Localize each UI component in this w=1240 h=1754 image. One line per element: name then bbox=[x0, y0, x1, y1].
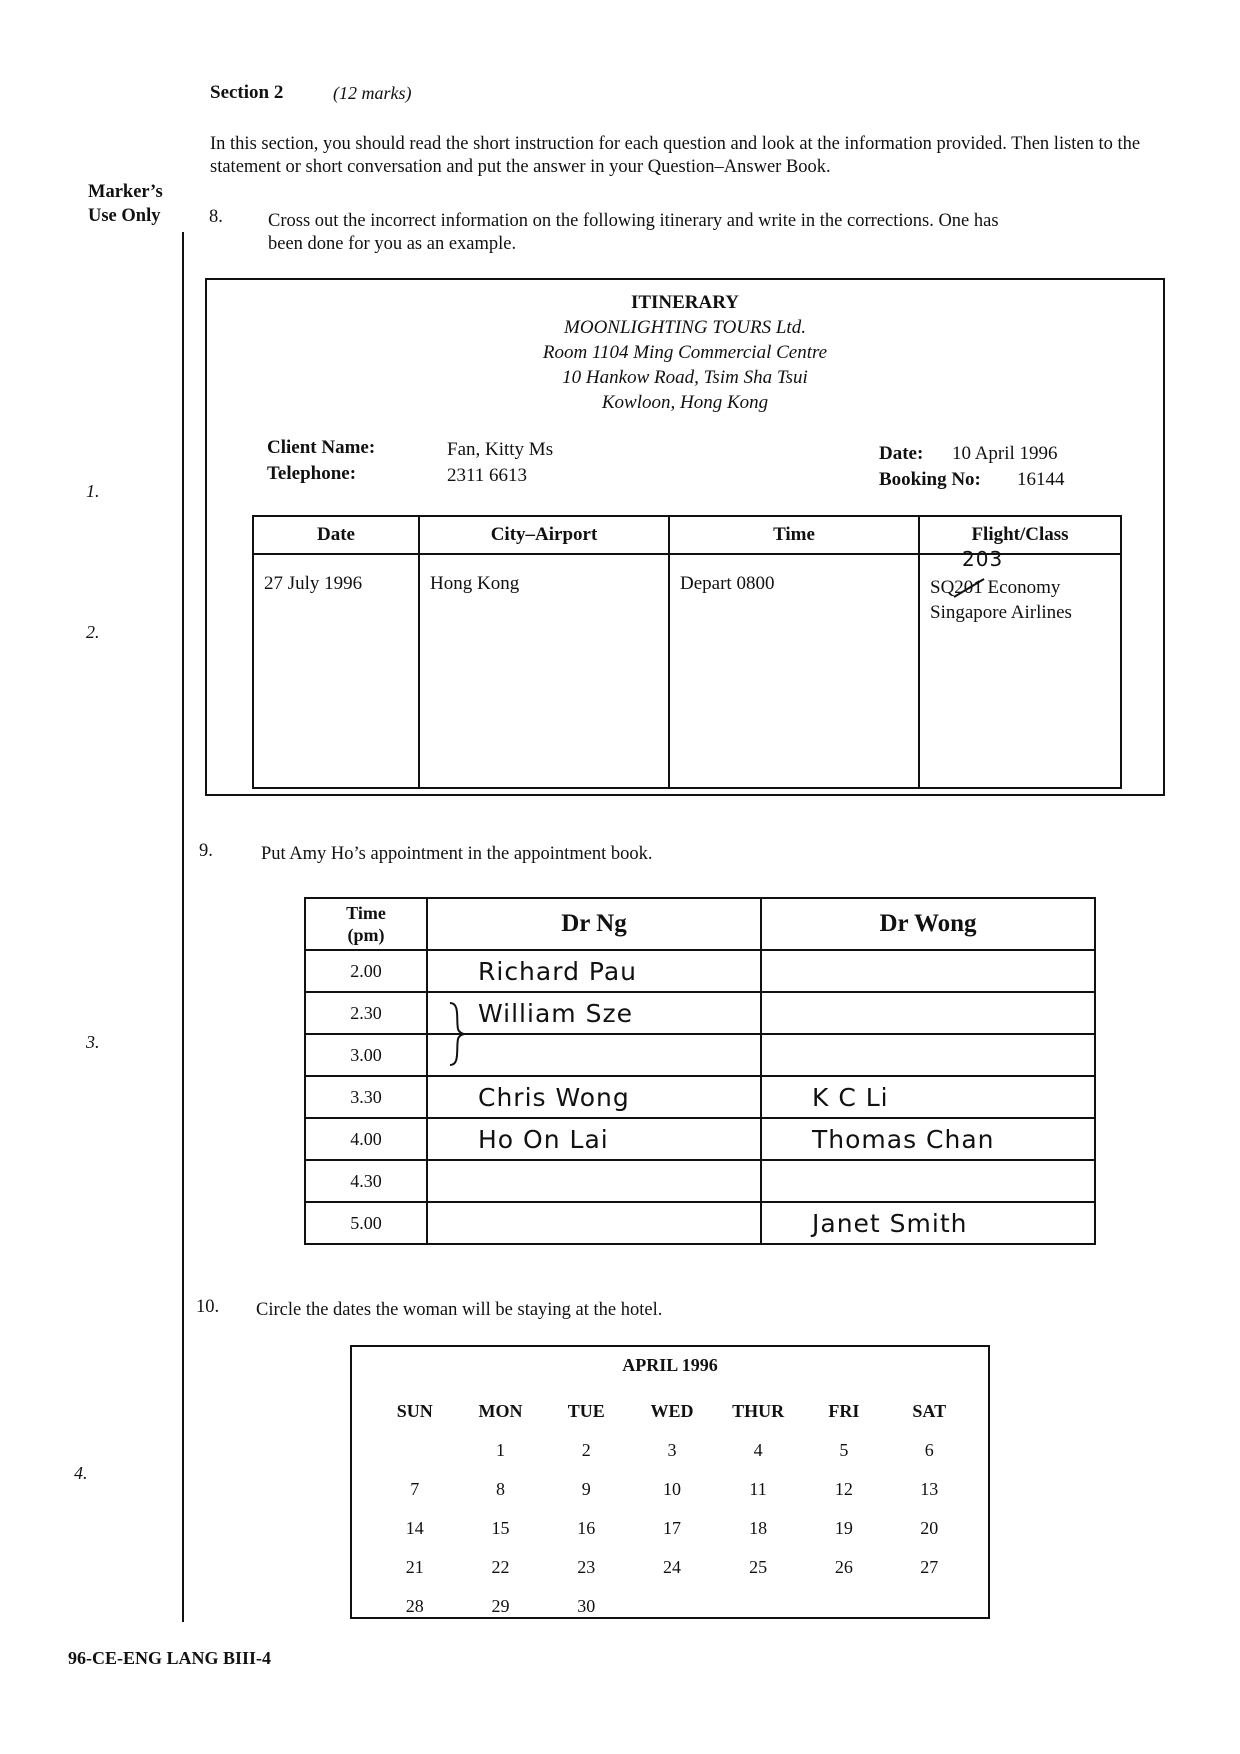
itinerary-row-date: 27 July 1996 bbox=[253, 554, 419, 788]
appointment-time: 3.30 bbox=[305, 1076, 427, 1118]
marker-use-only-label bbox=[88, 180, 163, 228]
calendar-box bbox=[350, 1345, 990, 1619]
appointment-time: 5.00 bbox=[305, 1202, 427, 1244]
itinerary-title: ITINERARY bbox=[630, 292, 740, 313]
appointment-dr-ng[interactable]: Ho On Lai bbox=[427, 1118, 761, 1160]
question-9-instruction: Put Amy Ho’s appointment in the appointment book. bbox=[261, 844, 653, 864]
itinerary-box bbox=[205, 278, 1165, 796]
appointment-row bbox=[305, 950, 1095, 992]
itinerary-row-city: Hong Kong bbox=[419, 554, 669, 788]
appointment-time: 2.00 bbox=[305, 950, 427, 992]
calendar-week-row bbox=[372, 1509, 972, 1548]
appointment-dr-wong[interactable]: K C Li bbox=[761, 1076, 1095, 1118]
calendar-title: APRIL 1996 bbox=[622, 1355, 718, 1375]
calendar-date[interactable]: 7 bbox=[410, 1479, 420, 1499]
section-intro: In this section, you should read the short instruction for each question and look at the information provided. Then listen to the statement or short conversation and put the answer in your Question–Answer Book. bbox=[210, 134, 1141, 177]
calendar-date[interactable]: 27 bbox=[920, 1557, 939, 1577]
flight-prefix: SQ bbox=[930, 577, 955, 598]
calendar-week-row bbox=[372, 1548, 972, 1587]
marker-divider-line bbox=[182, 232, 184, 1622]
calendar-date bbox=[372, 1431, 458, 1470]
appointment-dr-ng[interactable] bbox=[427, 1202, 761, 1244]
doctor-ng-header: Dr Ng bbox=[427, 898, 761, 950]
page-footer-code: 96-CE-ENG LANG BIII-4 bbox=[68, 1648, 272, 1668]
section-title: Section 2 bbox=[210, 82, 284, 103]
calendar-day-header: SUN bbox=[396, 1400, 433, 1421]
appointment-row bbox=[305, 1160, 1095, 1202]
booking-number-label: Booking No: bbox=[879, 469, 981, 490]
appointment-row bbox=[305, 1202, 1095, 1244]
appointment-book-table bbox=[304, 897, 1096, 1245]
itinerary-address-line2: 10 Hankow Road, Tsim Sha Tsui bbox=[562, 367, 808, 388]
calendar-date[interactable]: 6 bbox=[924, 1440, 934, 1460]
marker-number-2: 2. bbox=[86, 622, 100, 642]
calendar-date[interactable]: 28 bbox=[405, 1596, 424, 1616]
flight-number-correction: 203 bbox=[962, 547, 1004, 571]
appointment-time: 2.30 bbox=[305, 992, 427, 1034]
question-8-instruction-line1: Cross out the incorrect information on the following itinerary and write in the corrections. One has bbox=[268, 211, 999, 231]
appointment-dr-wong[interactable] bbox=[761, 1034, 1095, 1076]
calendar-week-row bbox=[372, 1431, 972, 1470]
appointment-row bbox=[305, 1034, 1095, 1076]
flight-number-crossed: 201 bbox=[954, 577, 983, 598]
calendar-date[interactable]: 15 bbox=[491, 1518, 510, 1538]
marker-label-line1: Marker’s bbox=[88, 182, 163, 202]
itinerary-col-time: Time bbox=[669, 516, 919, 554]
itinerary-col-city-airport: City–Airport bbox=[419, 516, 669, 554]
appointment-time: 4.00 bbox=[305, 1118, 427, 1160]
calendar-date[interactable]: 9 bbox=[581, 1479, 591, 1499]
marker-number-4: 4. bbox=[74, 1463, 88, 1483]
appointment-dr-ng[interactable] bbox=[427, 1160, 761, 1202]
calendar-date[interactable]: 26 bbox=[834, 1557, 853, 1577]
calendar-date[interactable]: 5 bbox=[839, 1440, 849, 1460]
telephone-value: 2311 6613 bbox=[447, 465, 528, 486]
appointment-dr-wong[interactable] bbox=[761, 1160, 1095, 1202]
marker-label-line2: Use Only bbox=[88, 206, 161, 226]
itinerary-row-time: Depart 0800 bbox=[669, 554, 919, 788]
question-9-number: 9. bbox=[199, 841, 213, 861]
itinerary-row-flight bbox=[919, 547, 1121, 788]
itinerary-address-line1: Room 1104 Ming Commercial Centre bbox=[542, 342, 828, 363]
question-8-instruction bbox=[268, 210, 1168, 256]
calendar-day-header: SAT bbox=[912, 1400, 947, 1421]
booking-number-value: 16144 bbox=[1017, 469, 1065, 490]
itinerary-col-flight-class: Flight/Class bbox=[919, 516, 1121, 554]
itinerary-company: MOONLIGHTING TOURS Ltd. bbox=[564, 317, 806, 338]
appointment-dr-wong[interactable]: Thomas Chan bbox=[761, 1118, 1095, 1160]
calendar-day-header: FRI bbox=[828, 1400, 860, 1421]
calendar-week-row bbox=[372, 1470, 972, 1509]
appointment-dr-ng[interactable] bbox=[427, 1034, 761, 1076]
bracket-mark bbox=[446, 999, 466, 1069]
calendar-date[interactable]: 23 bbox=[577, 1557, 596, 1577]
appointment-row bbox=[305, 1118, 1095, 1160]
appointment-row bbox=[305, 992, 1095, 1034]
client-name-value: Fan, Kitty Ms bbox=[447, 439, 554, 460]
date-value: 10 April 1996 bbox=[952, 443, 1058, 464]
calendar-date[interactable]: 24 bbox=[662, 1557, 681, 1577]
calendar-date[interactable]: 3 bbox=[667, 1440, 677, 1460]
marker-number-1: 1. bbox=[86, 481, 100, 501]
appointment-time: 4.30 bbox=[305, 1160, 427, 1202]
calendar-date[interactable]: 11 bbox=[749, 1479, 767, 1499]
calendar-day-header: THUR bbox=[732, 1400, 785, 1421]
flight-class: Economy bbox=[982, 577, 1061, 598]
calendar-date[interactable]: 22 bbox=[491, 1557, 510, 1577]
calendar-date[interactable]: 20 bbox=[920, 1518, 939, 1538]
calendar-date[interactable]: 19 bbox=[834, 1518, 853, 1538]
flight-line bbox=[930, 575, 1110, 600]
itinerary-col-date: Date bbox=[253, 516, 419, 554]
question-8-number: 8. bbox=[209, 207, 223, 227]
strikethrough-mark bbox=[950, 573, 990, 603]
itinerary-address-line3: Kowloon, Hong Kong bbox=[601, 392, 769, 413]
calendar-day-header: TUE bbox=[567, 1400, 605, 1421]
doctor-wong-header: Dr Wong bbox=[761, 898, 1095, 950]
calendar-date[interactable]: 8 bbox=[495, 1479, 505, 1499]
calendar-date bbox=[715, 1587, 801, 1626]
calendar-week-row bbox=[372, 1587, 972, 1626]
calendar-date[interactable]: 21 bbox=[405, 1557, 424, 1577]
calendar-date[interactable]: 10 bbox=[662, 1479, 681, 1499]
calendar-day-header: WED bbox=[650, 1400, 694, 1421]
calendar-day-header: MON bbox=[478, 1400, 523, 1421]
itinerary-row bbox=[253, 554, 1121, 788]
appointment-dr-ng[interactable]: Chris Wong bbox=[427, 1076, 761, 1118]
calendar-grid bbox=[372, 1391, 972, 1626]
calendar-date[interactable]: 30 bbox=[577, 1596, 596, 1616]
flight-airline: Singapore Airlines bbox=[930, 602, 1072, 623]
calendar-date[interactable]: 2 bbox=[581, 1440, 591, 1460]
calendar-date[interactable]: 18 bbox=[749, 1518, 768, 1538]
calendar-date[interactable]: 16 bbox=[577, 1518, 596, 1538]
question-8-instruction-line2: been done for you as an example. bbox=[268, 234, 517, 254]
telephone-label: Telephone: bbox=[267, 463, 357, 484]
appointment-dr-wong[interactable] bbox=[761, 950, 1095, 992]
calendar-date bbox=[629, 1587, 715, 1626]
client-name-label: Client Name: bbox=[267, 437, 376, 458]
appointment-dr-wong[interactable]: Janet Smith bbox=[761, 1202, 1095, 1244]
calendar-date[interactable]: 13 bbox=[920, 1479, 939, 1499]
appointment-dr-ng[interactable]: Richard Pau bbox=[427, 950, 761, 992]
marker-number-3: 3. bbox=[86, 1032, 100, 1052]
calendar-date[interactable]: 29 bbox=[491, 1596, 510, 1616]
appointment-dr-wong[interactable] bbox=[761, 992, 1095, 1034]
calendar-date[interactable]: 25 bbox=[749, 1557, 768, 1577]
appointment-dr-ng[interactable]: William Sze bbox=[427, 992, 761, 1034]
calendar-date[interactable]: 12 bbox=[834, 1479, 853, 1499]
calendar-date[interactable]: 1 bbox=[495, 1440, 505, 1460]
calendar-date[interactable]: 17 bbox=[662, 1518, 681, 1538]
date-label: Date: bbox=[879, 443, 924, 464]
calendar-date bbox=[801, 1587, 886, 1626]
calendar-date bbox=[887, 1587, 972, 1626]
appointment-row bbox=[305, 1076, 1095, 1118]
question-10-instruction: Circle the dates the woman will be staying at the hotel. bbox=[256, 1300, 663, 1320]
question-10-number: 10. bbox=[196, 1297, 220, 1317]
calendar-date[interactable]: 14 bbox=[405, 1518, 424, 1538]
appointment-time-header: Time (pm) bbox=[305, 898, 427, 950]
calendar-date[interactable]: 4 bbox=[753, 1440, 763, 1460]
section-marks: (12 marks) bbox=[333, 83, 412, 103]
itinerary-header bbox=[207, 290, 1163, 415]
appointment-time: 3.00 bbox=[305, 1034, 427, 1076]
itinerary-table bbox=[252, 515, 1122, 789]
